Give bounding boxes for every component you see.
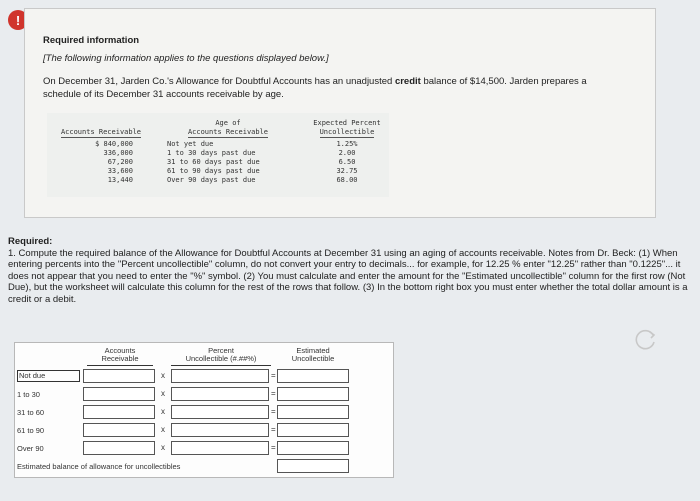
equals-sign: = — [271, 371, 276, 380]
ws-header-ar: Accounts Receivable — [87, 347, 153, 366]
ws-row-total — [15, 459, 393, 474]
age-cell: 1 to 30 days past due — [167, 149, 256, 157]
times-sign: x — [161, 389, 165, 398]
age-header-line1: Age of — [215, 119, 241, 127]
ar-cell: 13,440 — [107, 176, 133, 184]
pct-cell: 2.00 — [338, 149, 356, 157]
required-instructions: 1. Compute the required balance of the Allowance for Doubtful Accounts at December 31 using an aging of accounts receivable. Notes from Dr. Beck: (1) When entering percents into the "Percent uncollectible" column, do not convert your entry to decimals... for example, for 12.25 % enter "12.25" rather than "0.1225"... it does not appear that you need to enter the "%" symbol. (2) You must calculate and enter the amount for the "Estimated uncollectible" column for the first row (Not Due), but the worksheet will calculate this column for the rest of the rows that follow. (3) In the bottom right box you must enter whether the total dollar amount is a credit or a debit. — [8, 247, 688, 305]
times-sign: x — [161, 407, 165, 416]
info-body: On December 31, Jarden Co.'s Allowance for Doubtful Accounts has an unadjusted credit balance of $14,500. Jarden prepares a schedule of its December 31 accounts receivable by age. — [43, 76, 587, 100]
ar-input[interactable] — [83, 423, 155, 437]
info-title: Required information — [43, 35, 140, 46]
ws-row-label: 61 to 90 — [17, 426, 45, 435]
ar-input[interactable] — [83, 369, 155, 383]
estimated-input[interactable] — [277, 405, 349, 419]
ar-cell: 33,600 — [107, 167, 133, 175]
percent-input[interactable] — [171, 423, 269, 437]
ws-header-percent: Percent Uncollectible (#.##%) — [171, 347, 271, 366]
estimated-input[interactable] — [277, 423, 349, 437]
percent-column — [309, 119, 385, 185]
equals-sign: = — [271, 407, 276, 416]
percent-input[interactable] — [171, 387, 269, 401]
age-column — [167, 119, 289, 185]
equals-sign: = — [271, 389, 276, 398]
age-header-line2: Accounts Receivable — [187, 128, 269, 136]
age-cell: 61 to 90 days past due — [167, 167, 260, 175]
ar-input[interactable] — [83, 405, 155, 419]
equals-sign: = — [271, 425, 276, 434]
ar-column — [53, 119, 149, 185]
required-heading: Required: — [8, 236, 53, 247]
times-sign: x — [161, 443, 165, 452]
pct-cell: 6.50 — [338, 158, 356, 166]
pct-header-line1: Expected Percent — [313, 119, 381, 127]
percent-input[interactable] — [171, 405, 269, 419]
percent-input[interactable] — [171, 441, 269, 455]
ar-cell: 336,000 — [103, 149, 133, 157]
required-section — [8, 236, 688, 305]
aging-worksheet — [14, 342, 394, 478]
pct-header-line2: Uncollectible — [319, 128, 375, 136]
ar-input[interactable] — [83, 387, 155, 401]
ar-cell: 67,200 — [107, 158, 133, 166]
estimated-input[interactable] — [277, 387, 349, 401]
equals-sign: = — [271, 443, 276, 452]
pct-cell: 1.25% — [336, 140, 358, 148]
pct-cell: 68.00 — [336, 176, 358, 184]
ws-row-label: 31 to 60 — [17, 408, 45, 417]
times-sign: x — [161, 425, 165, 434]
age-cell: Over 90 days past due — [167, 176, 256, 184]
age-cell: 31 to 60 days past due — [167, 158, 260, 166]
ws-row-not-due — [15, 369, 393, 384]
total-allowance-input[interactable] — [277, 459, 349, 473]
ws-total-label: Estimated balance of allowance for uncollectibles — [17, 462, 181, 471]
ws-row-over-90 — [15, 441, 393, 456]
info-subtitle: [The following information applies to the questions displayed below.] — [43, 53, 329, 64]
percent-input[interactable] — [171, 369, 269, 383]
alert-icon: ! — [8, 10, 28, 30]
ws-row-61-90 — [15, 423, 393, 438]
ws-row-label: 1 to 30 — [17, 390, 40, 399]
ar-header: Accounts Receivable — [60, 128, 142, 136]
ws-row-label: Not due — [17, 370, 80, 382]
estimated-input[interactable] — [277, 441, 349, 455]
ar-cell: $ 840,000 — [95, 140, 133, 148]
ws-row-31-60 — [15, 405, 393, 420]
ws-row-1-30 — [15, 387, 393, 402]
required-information-panel — [24, 8, 656, 218]
ws-header-estimated: Estimated Uncollectible — [291, 346, 335, 363]
pct-cell: 32.75 — [336, 167, 358, 175]
aging-schedule-table — [47, 113, 389, 197]
ws-row-label: Over 90 — [17, 444, 44, 453]
refresh-icon — [632, 326, 660, 354]
times-sign: x — [161, 371, 165, 380]
estimated-input[interactable] — [277, 369, 349, 383]
ar-input[interactable] — [83, 441, 155, 455]
age-cell: Not yet due — [167, 140, 214, 148]
